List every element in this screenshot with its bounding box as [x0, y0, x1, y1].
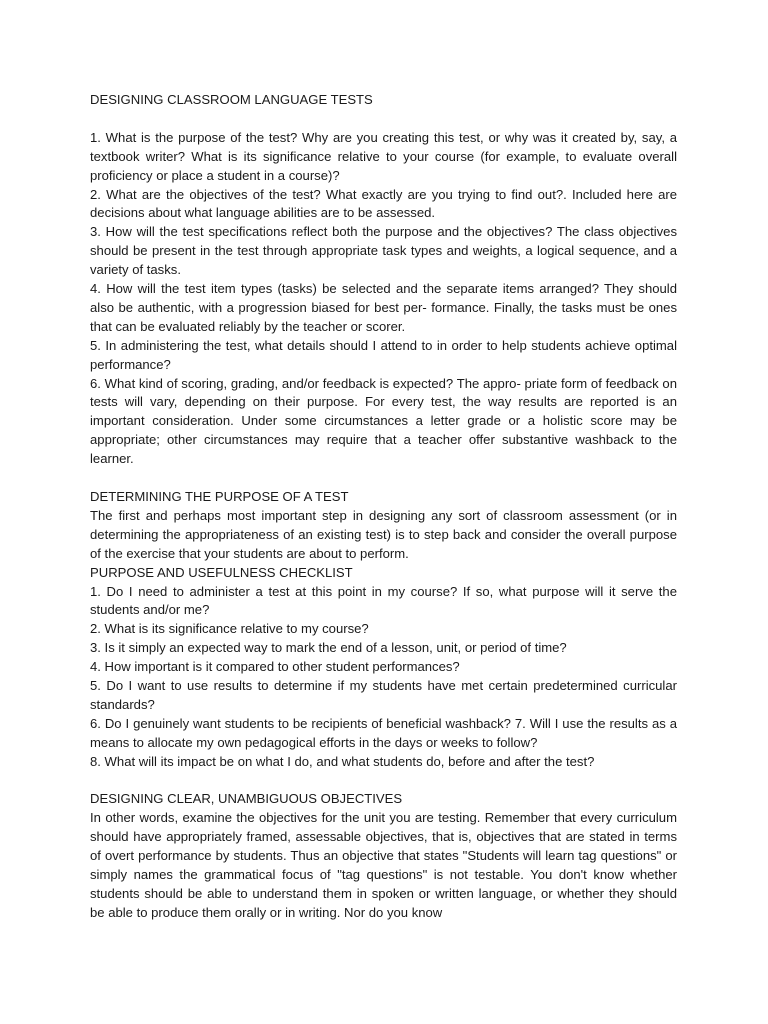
- list-item: 5. Do I want to use results to determine if my students have met certain predetermined curricular standards?: [90, 678, 677, 712]
- list-item: 8. What will its impact be on what I do, and what students do, before and after the test?: [90, 753, 595, 769]
- section-heading: DESIGNING CLEAR, UNAMBIGUOUS OBJECTIVES: [90, 791, 403, 807]
- spacer: [90, 469, 677, 488]
- section-designing-tests: [90, 91, 677, 469]
- list-item: 1. What is the purpose of the test? Why are you creating this test, or why was it created by, say, a textbook writer? What is its significance relative to your course (for example, to evaluate overall proficiency or place a student in a course)?: [90, 129, 677, 183]
- spacer: [90, 772, 677, 791]
- section-heading: PURPOSE AND USEFULNESS CHECKLIST: [90, 564, 353, 580]
- body-paragraph: The first and perhaps most important step in designing any sort of classroom assessment (or in determining the appropriateness of an existing test) is to step back and consider the overall purpose of the exercise that your students are about to perform.: [90, 507, 677, 561]
- list-item: 2. What is its significance relative to my course?: [90, 621, 369, 637]
- section-heading: DETERMINING THE PURPOSE OF A TEST: [90, 489, 349, 504]
- body-paragraph: In other words, examine the objectives for the unit you are testing. Remember that every curriculum should have appropriately framed, assessable objectives, that is, objectives that are stated in terms of overt performance by students. Thus an objective that states "Students will learn tag questions" or simply names the grammatical focus of "tag questions" is not testable. You don't know whether students should be able to understand them in spoken or written language, or whether they should be able to produce them orally or in writing. Nor do you know: [90, 810, 677, 920]
- list-item: 6. What kind of scoring, grading, and/or feedback is expected? The appro- priate form of feedback on tests will vary, depending on their purpose. For every test, the way results are reported is an important consideration. Under some circumstances a letter grade or a holistic score may be appropriate; other circumstances may require that a teacher offer substantive washback to the learner.: [90, 375, 677, 467]
- list-item: 6. Do I genuinely want students to be recipients of beneficial washback? 7. Will I use the results as a means to allocate my own pedagogical efforts in the days or weeks to follow?: [90, 715, 677, 750]
- section-checklist: [90, 564, 677, 772]
- list-item: 1. Do I need to administer a test at this point in my course? If so, what purpose will it serve the students and/or me?: [90, 583, 677, 618]
- section-determining-purpose: [90, 488, 677, 564]
- section-heading: DESIGNING CLASSROOM LANGUAGE TESTS: [90, 92, 373, 107]
- list-item: 4. How will the test item types (tasks) be selected and the separate items arranged? They should also be authentic, with a progression biased for best per- formance. Finally, the tasks must be ones that can be evaluated reliably by the teacher or scorer.: [90, 281, 677, 334]
- list-item: 5. In administering the test, what details should I attend to in order to help students achieve optimal performance?: [90, 337, 677, 372]
- list-item: 3. Is it simply an expected way to mark the end of a lesson, unit, or period of time?: [90, 640, 567, 656]
- list-item: 3. How will the test specifications reflect both the purpose and the objectives? The class objectives should be present in the test through appropriate task types and weights, a logical sequence, and a variety of tasks.: [90, 224, 677, 278]
- section-objectives: [90, 790, 677, 922]
- list-item: 2. What are the objectives of the test? What exactly are you trying to find out?. Included here are decisions about what language abilities are to be assessed.: [90, 186, 677, 221]
- document-page: [90, 91, 677, 923]
- spacer: [90, 110, 677, 129]
- list-item: 4. How important is it compared to other student performances?: [90, 659, 460, 675]
